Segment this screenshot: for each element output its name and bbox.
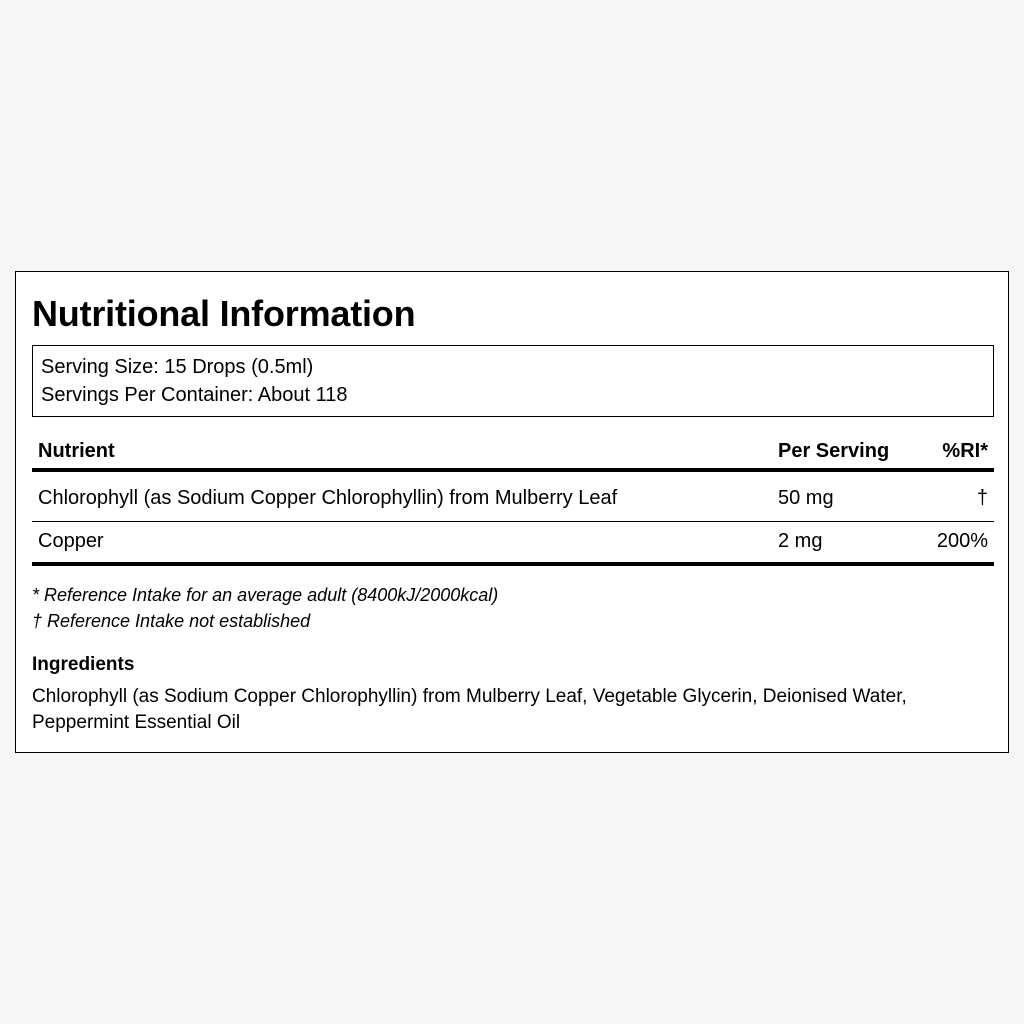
- nutrition-panel: [15, 271, 1009, 753]
- serving-info-box: [32, 345, 994, 417]
- footnote-ri: * Reference Intake for an average adult (8400kJ/2000kcal): [32, 585, 499, 605]
- servings-per-container: Servings Per Container: About 118: [41, 384, 348, 406]
- ingredients-title: Ingredients: [32, 654, 135, 675]
- header-nutrient: Nutrient: [38, 440, 115, 462]
- nutrient-amount: 2 mg: [778, 530, 823, 552]
- ingredients-text: Chlorophyll (as Sodium Copper Chlorophyllin) from Mulberry Leaf, Vegetable Glycerin, Deionised Water, Peppermint Essential Oil: [32, 686, 907, 733]
- header-per-serving: Per Serving: [778, 440, 890, 462]
- serving-size: Serving Size: 15 Drops (0.5ml): [41, 356, 314, 378]
- table-row: [32, 522, 994, 566]
- table-row: [32, 472, 994, 522]
- nutrient-ri: 200%: [936, 530, 988, 552]
- nutrient-ri: †: [976, 487, 988, 509]
- table-header-row: [32, 432, 994, 472]
- nutrient-name: Copper: [38, 530, 104, 552]
- header-ri: %RI*: [942, 440, 988, 462]
- footnotes: [32, 582, 498, 634]
- panel-title: Nutritional Information: [32, 293, 416, 334]
- nutrient-table: [32, 432, 994, 566]
- nutrient-amount: 50 mg: [778, 487, 834, 509]
- nutrient-name: Chlorophyll (as Sodium Copper Chlorophyllin) from Mulberry Leaf: [38, 487, 618, 509]
- footnote-dagger: † Reference Intake not established: [32, 611, 311, 631]
